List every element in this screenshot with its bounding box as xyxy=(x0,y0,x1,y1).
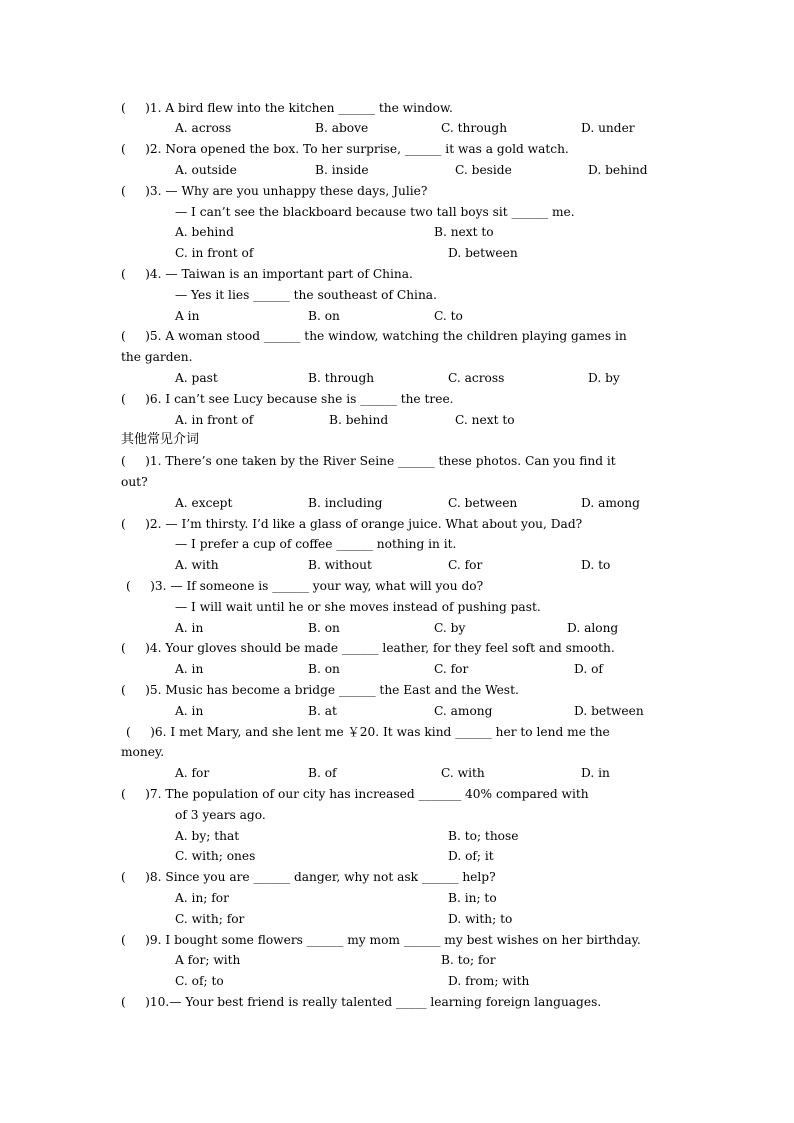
question-3-stem: ( )3. — Why are you unhappy these days, Julie? xyxy=(121,184,428,198)
s2-question-5-stem: ( )5. Music has become a bridge ______ the East and the West. xyxy=(121,683,519,697)
s2-q8-option-b: B. in; to xyxy=(448,891,497,905)
s2-q8-option-a: A. in; for xyxy=(175,891,229,905)
question-3-line2: — I can’t see the blackboard because two tall boys sit ______ me. xyxy=(175,205,575,219)
q6-option-a: A. in front of xyxy=(175,413,254,427)
s2-q6-option-c: C. with xyxy=(441,766,485,780)
question-2-stem: ( )2. Nora opened the box. To her surprise, ______ it was a gold watch. xyxy=(121,142,569,156)
s2-question-7-line2: of 3 years ago. xyxy=(175,808,266,822)
s2-q8-option-c: C. with; for xyxy=(175,912,245,926)
q4-option-a: A in xyxy=(175,309,200,323)
question-5-line2: the garden. xyxy=(121,350,193,364)
s2-q4-option-c: C. for xyxy=(434,662,469,676)
s2-q9-option-d: D. from; with xyxy=(448,974,530,988)
s2-q5-option-c: C. among xyxy=(434,704,493,718)
s2-q6-option-a: A. for xyxy=(175,766,210,780)
question-1-stem: ( )1. A bird flew into the kitchen ______ the window. xyxy=(121,101,453,115)
s2-question-4-stem: ( )4. Your gloves should be made ______ leather, for they feel soft and smooth. xyxy=(121,641,615,655)
s2-question-7-stem: ( )7. The population of our city has increased _______ 40% compared with xyxy=(121,787,589,801)
s2-question-8-stem: ( )8. Since you are ______ danger, why not ask ______ help? xyxy=(121,870,496,884)
s2-q3-option-a: A. in xyxy=(175,621,204,635)
s2-q7-option-c: C. with; ones xyxy=(175,849,256,863)
q4-option-c: C. to xyxy=(434,309,463,323)
s2-q9-option-a: A for; with xyxy=(175,953,241,967)
s2-q2-option-a: A. with xyxy=(175,558,219,572)
q2-option-b: B. inside xyxy=(315,163,369,177)
s2-q3-option-d: D. along xyxy=(567,621,619,635)
question-6-stem: ( )6. I can’t see Lucy because she is ______ the tree. xyxy=(121,392,454,406)
q1-option-a: A. across xyxy=(175,121,232,135)
s2-question-6-line2: money. xyxy=(121,745,165,759)
s2-q9-option-b: B. to; for xyxy=(441,953,496,967)
question-5-stem: ( )5. A woman stood ______ the window, watching the children playing games in xyxy=(121,329,627,343)
s2-q6-option-d: D. in xyxy=(581,766,610,780)
q1-option-b: B. above xyxy=(315,121,369,135)
s2-question-2-stem: ( )2. — I’m thirsty. I’d like a glass of orange juice. What about you, Dad? xyxy=(121,517,583,531)
s2-question-10-stem: ( )10.— Your best friend is really talented _____ learning foreign languages. xyxy=(121,995,602,1009)
q5-option-a: A. past xyxy=(175,371,218,385)
q1-option-d: D. under xyxy=(581,121,635,135)
q3-option-a: A. behind xyxy=(175,225,234,239)
q5-option-c: C. across xyxy=(448,371,505,385)
s2-question-6-stem: ( )6. I met Mary, and she lent me ￥20. It was kind ______ her to lend me the xyxy=(126,725,610,739)
q3-option-d: D. between xyxy=(448,246,518,260)
s2-q4-option-b: B. on xyxy=(308,662,340,676)
s2-q6-option-b: B. of xyxy=(308,766,337,780)
s2-q4-option-d: D. of xyxy=(574,662,603,676)
q4-option-b: B. on xyxy=(308,309,340,323)
s2-q5-option-d: D. between xyxy=(574,704,644,718)
question-4-line2: — Yes it lies ______ the southeast of China. xyxy=(175,288,437,302)
s2-q4-option-a: A. in xyxy=(175,662,204,676)
q6-option-c: C. next to xyxy=(455,413,515,427)
s2-q1-option-c: C. between xyxy=(448,496,518,510)
section-heading: 其他常见介词 xyxy=(121,432,200,447)
s2-q8-option-d: D. with; to xyxy=(448,912,513,926)
s2-question-9-stem: ( )9. I bought some flowers ______ my mom ______ my best wishes on her birthday. xyxy=(121,933,641,947)
s2-q7-option-a: A. by; that xyxy=(175,829,240,843)
q6-option-b: B. behind xyxy=(329,413,389,427)
q2-option-d: D. behind xyxy=(588,163,648,177)
s2-q2-option-d: D. to xyxy=(581,558,611,572)
s2-q1-option-b: B. including xyxy=(308,496,383,510)
s2-question-3-stem: ( )3. — If someone is ______ your way, what will you do? xyxy=(126,579,484,593)
s2-q3-option-c: C. by xyxy=(434,621,466,635)
s2-question-1-stem: ( )1. There’s one taken by the River Seine ______ these photos. Can you find it xyxy=(121,454,616,468)
s2-q1-option-a: A. except xyxy=(175,496,233,510)
s2-q2-option-c: C. for xyxy=(448,558,483,572)
q2-option-c: C. beside xyxy=(455,163,512,177)
s2-q9-option-c: C. of; to xyxy=(175,974,224,988)
s2-q7-option-d: D. of; it xyxy=(448,849,494,863)
s2-q7-option-b: B. to; those xyxy=(448,829,519,843)
q3-option-b: B. next to xyxy=(434,225,494,239)
s2-question-3-line2: — I will wait until he or she moves instead of pushing past. xyxy=(175,600,541,614)
s2-question-1-line2: out? xyxy=(121,475,148,489)
s2-q5-option-a: A. in xyxy=(175,704,204,718)
q5-option-b: B. through xyxy=(308,371,375,385)
q5-option-d: D. by xyxy=(588,371,620,385)
q1-option-c: C. through xyxy=(441,121,508,135)
q3-option-c: C. in front of xyxy=(175,246,254,260)
s2-q2-option-b: B. without xyxy=(308,558,372,572)
q2-option-a: A. outside xyxy=(175,163,237,177)
s2-q5-option-b: B. at xyxy=(308,704,337,718)
s2-question-2-line2: — I prefer a cup of coffee ______ nothing in it. xyxy=(175,537,457,551)
question-4-stem: ( )4. — Taiwan is an important part of China. xyxy=(121,267,413,281)
s2-q1-option-d: D. among xyxy=(581,496,640,510)
s2-q3-option-b: B. on xyxy=(308,621,340,635)
